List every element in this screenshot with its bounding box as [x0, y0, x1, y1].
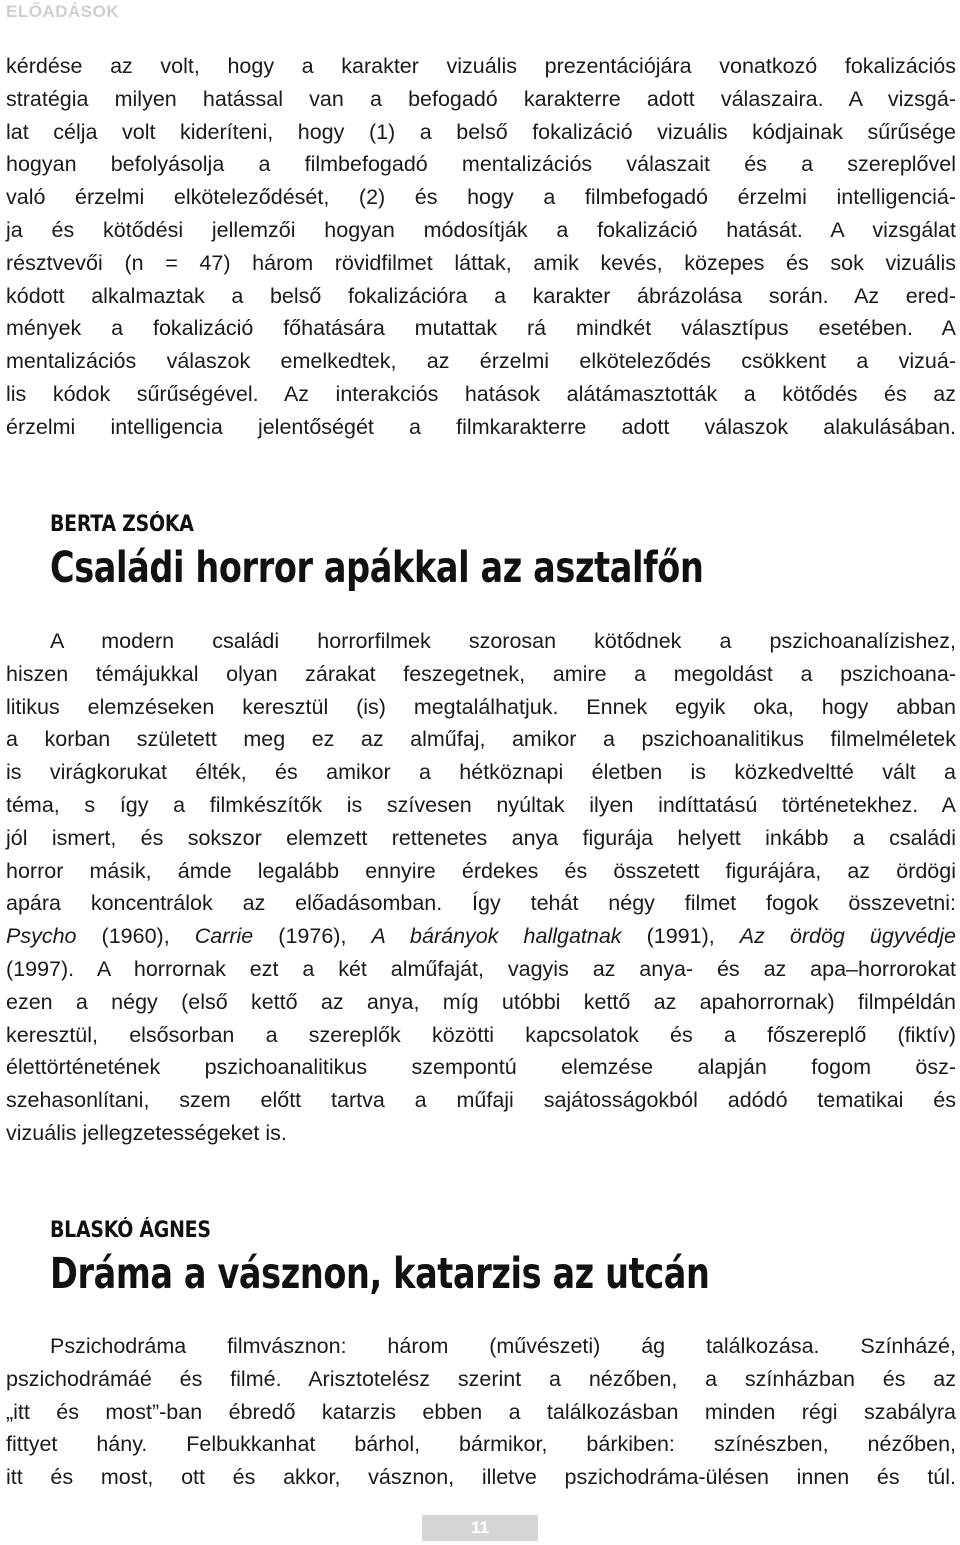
- talk1-author: BERTA ZSÓKA: [50, 512, 194, 537]
- text-line: stratégia milyen hatással van a befogadó karakterre adott válaszaira. A vizsgá-: [6, 86, 956, 111]
- text-line: ja és kötődési jellemzői hogyan módosítják a fokalizáció hatását. A vizsgálat: [6, 217, 956, 242]
- text-line: jól ismert, és sokszor elemzett rettenetes anya figurája helyett inkább a családi: [6, 825, 956, 850]
- page-number-box: [422, 1515, 538, 1541]
- text-line: pszichodrámáé és filmé. Arisztotelész szerint a nézőben, a színházban és az: [6, 1366, 956, 1391]
- text-line: fittyet hány. Felbukkanhat bárhol, bármikor, bárkiben: színészben, nézőben,: [6, 1432, 956, 1457]
- text-line: (1997). A horrornak ezt a két alműfaját, vagyis az anya- és az apa–horrorokat: [6, 956, 956, 981]
- talk2-abstract: [6, 1330, 956, 1494]
- film-year: (1991),: [621, 924, 740, 949]
- text-line: Pszichodráma filmvásznon: három (művészeti) ág találkozása. Színházé,: [50, 1334, 956, 1358]
- talk2-title: Dráma a vásznon, katarzis az utcán: [50, 1249, 710, 1299]
- talk1-abstract: [6, 625, 956, 1150]
- text-line: kódott alkalmaztak a belső fokalizációra a karakter ábrázolása során. Az ered-: [6, 283, 956, 308]
- film-title: A bárányok hallgatnak: [371, 924, 622, 949]
- text-line: élettörténetének pszichoanalitikus szempontú elemzése alapján fogom ösz-: [6, 1055, 956, 1080]
- text-line: vizuális jellegzetességeket is.: [6, 1120, 287, 1145]
- film-list-line: [6, 920, 956, 953]
- text-line: itt és most, ott és akkor, vásznon, illetve pszichodráma-ülésen innen és túl.: [6, 1465, 956, 1490]
- text-line: „itt és most”-ban ébredő katarzis ebben a találkozásban minden régi szabályra: [6, 1399, 956, 1424]
- text-line: érzelmi intelligencia jelentőségét a filmkarakterre adott válaszok alakulásában.: [6, 414, 956, 439]
- text-line: téma, s így a filmkészítők is szívesen nyúltak ilyen indíttatású történetekhez. A: [6, 792, 956, 817]
- text-line: is virágkorukat élték, és amikor a hétköznapi életben is közkedveltté vált a: [6, 760, 956, 785]
- film-title: Psycho: [6, 924, 77, 949]
- text-line: hiszen témájukkal olyan zárakat feszegetnek, amire a megoldást a pszichoana-: [6, 661, 956, 686]
- text-line: lis kódok sűrűségével. Az interakciós hatások alátámasztották a kötődés és az: [6, 381, 956, 406]
- text-line: kérdése az volt, hogy a karakter vizuális prezentációjára vonatkozó fokalizációs: [6, 54, 956, 78]
- abstract-continuation: [6, 50, 956, 444]
- film-year: (1976),: [253, 924, 372, 949]
- text-line: résztvevői (n = 47) három rövidfilmet láttak, amik kevés, közepes és sok vizuális: [6, 250, 956, 275]
- text-line: ezen a négy (első kettő az anya, míg utóbbi kettő az apahorrornak) filmpéldán: [6, 989, 956, 1014]
- running-head: ELŐADÁSOK: [6, 2, 120, 21]
- text-line: mentalizációs válaszok emelkedtek, az érzelmi elköteleződés csökkent a vizuá-: [6, 349, 956, 374]
- text-line: keresztül, elsősorban a szereplők közötti kapcsolatok és a főszereplő (fiktív): [6, 1022, 956, 1047]
- text-line: hogyan befolyásolja a filmbefogadó mentalizációs válaszait és a szereplővel: [6, 152, 956, 177]
- text-line: mények a fokalizáció főhatására mutattak rá mindkét választípus esetében. A: [6, 316, 956, 341]
- text-line: való érzelmi elköteleződését, (2) és hogy a filmbefogadó érzelmi intelligenciá-: [6, 185, 956, 210]
- talk2-author: BLASKÓ ÁGNES: [50, 1218, 211, 1243]
- page-number: 11: [471, 1518, 489, 1537]
- text-line: a korban született meg ez az alműfaj, amikor a pszichoanalitikus filmelméletek: [6, 727, 956, 752]
- text-line: apára koncentrálok az előadásomban. Így tehát négy filmet fogok összevetni:: [6, 891, 956, 916]
- talk1-title: Családi horror apákkal az asztalfőn: [50, 543, 704, 593]
- film-title: Az ördög ügyvédje: [739, 924, 956, 949]
- text-line: horror másik, ámde legalább ennyire érdekes és összetett figurájára, az ördögi: [6, 858, 956, 883]
- text-line: lat célja volt kideríteni, hogy (1) a belső fokalizáció vizuális kódjainak sűrűsége: [6, 119, 956, 144]
- text-line: szehasonlítani, szem előtt tartva a műfaji sajátosságokból adódó tematikai és: [6, 1088, 956, 1113]
- text-line: litikus elemzéseken keresztül (is) megtalálhatjuk. Ennek egyik oka, hogy abban: [6, 694, 956, 719]
- film-title: Carrie: [194, 924, 254, 949]
- film-year: (1960),: [76, 924, 195, 949]
- text-line: A modern családi horrorfilmek szorosan kötődnek a pszichoanalízishez,: [50, 629, 956, 653]
